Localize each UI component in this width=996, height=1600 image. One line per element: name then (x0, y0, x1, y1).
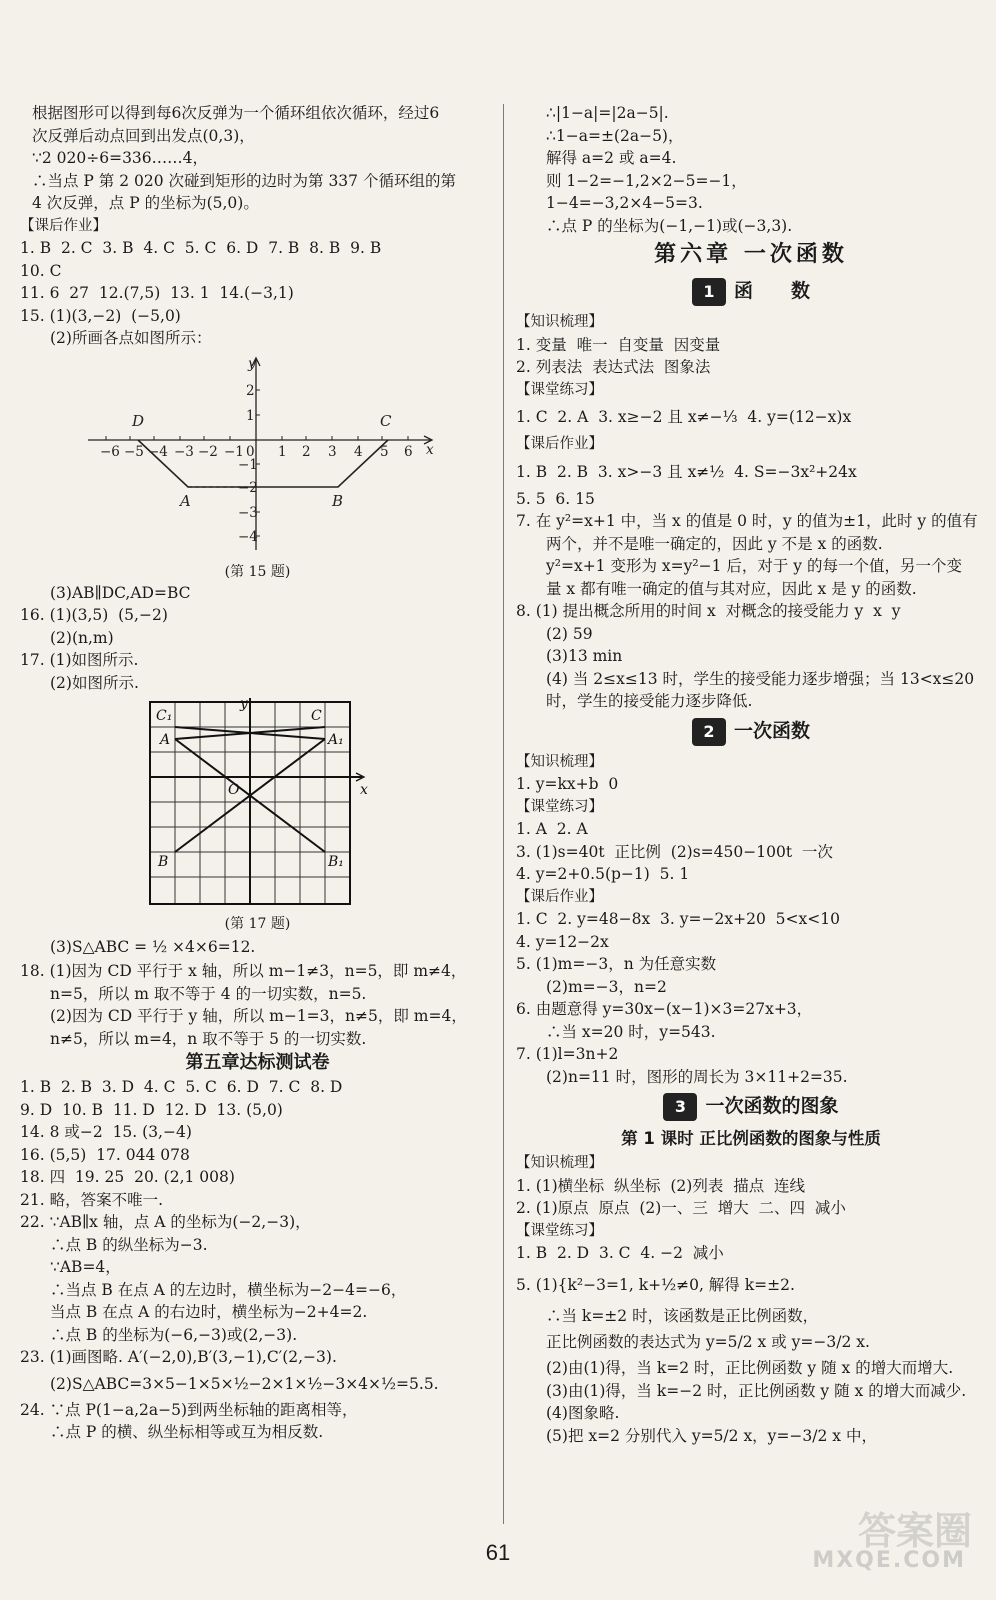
answer-line: (2)所画各点如图所示： (50, 329, 212, 347)
text-line: 4 次反弹，点 P 的坐标为(5,0)。 (32, 194, 259, 212)
answer-line: 1. B 2. C 3. B 4. C 5. C 6. D 7. B 8. B 9. B (20, 239, 382, 257)
answer-line: 7. (1)l=3n+2 (516, 1045, 619, 1063)
watermark-logo: 答案圈 (857, 1509, 972, 1553)
answer-line: 1. C 2. y=48−8x 3. y=−2x+20 5<x<10 (516, 910, 840, 928)
page-number: 61 (485, 1540, 511, 1565)
answer-line: 15. (1)(3,−2) (−5,0) (20, 306, 181, 325)
y-tick: −3 (238, 504, 258, 521)
right-column (516, 102, 986, 1447)
x-tick: −1 (224, 443, 244, 460)
answer-line: 3. (1)s=40t 正比例 (2)s=450−100t 一次 (516, 842, 833, 861)
answer-line: 8. (1) 提出概念所用的时间 x 对概念的接受能力 y x y (516, 602, 901, 620)
y-axis-label: y (248, 355, 256, 372)
answer-line: (3)13 min (546, 647, 623, 665)
text-line: 次反弹后动点回到出发点(0,3)， (32, 126, 255, 145)
answer-line: 4. y=2+0.5(p−1) 5. 1 (516, 865, 690, 883)
answer-line: 1. C 2. A 3. x≥−2 且 x≠−⅓ 4. y=(12−x)x (516, 408, 852, 426)
answer-line: 2. (1)原点 原点 (2)一、三 增大 二、四 减小 (516, 1199, 846, 1217)
x-tick: −5 (124, 443, 144, 460)
answer-line: (4)图象略. (546, 1404, 620, 1422)
x-tick: 3 (328, 443, 337, 460)
answer-line: 9. D 10. B 11. D 12. D 13. (5,0) (20, 1100, 283, 1119)
answer-line: ∴点 B 的纵坐标为−3. (50, 1235, 208, 1254)
y-tick: 2 (246, 382, 255, 399)
answer-line: 7. 在 y²=x+1 中，当 x 的值是 0 时，y 的值为±1，此时 y 的值有 (516, 512, 978, 530)
answer-line: 则 1−2=−1,2×2−5=−1， (546, 171, 747, 190)
answer-line: ∴当 x=20 时，y=543. (546, 1022, 716, 1041)
y-tick: 1 (246, 407, 255, 424)
answer-line: 18. (1)因为 CD 平行于 x 轴，所以 m−1≠3，n=5，即 m≠4， (20, 962, 467, 980)
point-label-c: C (311, 708, 322, 724)
answer-line: 14. 8 或−2 15. (3,−4) (20, 1123, 192, 1141)
x-tick: 2 (302, 443, 311, 460)
left-column (20, 102, 495, 1444)
answer-line: y²=x+1 变形为 x=y²−1 后，对于 y 的每一个值，另一个变 (546, 557, 962, 575)
answer-line: 17. (1)如图所示. (20, 651, 139, 669)
answer-line: (2)(n,m) (50, 628, 114, 647)
text-line: ∴当点 P 第 2 020 次碰到矩形的边时为第 337 个循环组的第 (32, 171, 456, 190)
x-tick: −3 (174, 443, 194, 460)
point-label-a: A (160, 732, 171, 748)
y-tick: −1 (238, 456, 258, 473)
point-label-b: B (158, 854, 169, 870)
answer-line: ∴点 B 的坐标为(−6,−3)或(2,−3). (50, 1325, 298, 1344)
answer-line: 24. ∵点 P(1−a,2a−5)到两坐标轴的距离相等， (20, 1400, 358, 1419)
answer-line: 解得 a=2 或 a=4. (546, 149, 677, 167)
section-title: 函 数 (733, 280, 810, 302)
answer-line: 1−4=−3,2×4−5=3. (546, 194, 703, 212)
section-number: 2 (692, 718, 726, 746)
section-heading-1 (516, 277, 986, 305)
figure-15-caption: (第 15 题) (224, 563, 291, 580)
figure-15-graph (20, 354, 480, 558)
answer-line: 量 x 都有唯一确定的值与其对应，因此 x 是 y 的函数. (546, 579, 917, 598)
point-label-b: B (332, 491, 344, 510)
point-label-c1: C₁ (156, 708, 173, 724)
section-tag: 【课堂练习】 (516, 381, 603, 398)
figure-17-grid (20, 698, 480, 910)
answer-line: (5)把 x=2 分别代入 y=5/2 x，y=−3/2 x 中， (546, 1426, 877, 1445)
answer-line: 当点 B 在点 A 的右边时，横坐标为−2+4=2. (50, 1303, 368, 1321)
answer-line: 1. y=kx+b 0 (516, 775, 619, 793)
answer-line: 5. (1){k²−3=1, k+½≠0, 解得 k=±2. (516, 1275, 795, 1294)
watermark-url: MXQE.COM (812, 1548, 966, 1573)
answer-line: 1. (1)横坐标 纵坐标 (2)列表 描点 连线 (516, 1176, 806, 1195)
y-axis-label: y (240, 698, 248, 712)
figure-15 (20, 354, 495, 558)
x-tick: 4 (354, 443, 363, 460)
answer-line: 18. 四 19. 25 20. (2,1 008) (20, 1168, 235, 1186)
section-tag: 【课堂练习】 (516, 798, 603, 815)
answer-line: 两个，并不是唯一确定的，因此 y 不是 x 的函数. (546, 534, 883, 553)
answer-line: n=5，所以 m 取不等于 4 的一切实数，n=5. (50, 984, 367, 1003)
answer-line: 5. 5 6. 15 (516, 489, 595, 508)
answer-line: 1. B 2. D 3. C 4. −2 减小 (516, 1244, 724, 1262)
origin-label: O (228, 782, 240, 798)
answer-line: 时，学生的接受能力逐步降低. (546, 692, 753, 710)
answer-line: 6. 由题意得 y=30x−(x−1)×3=27x+3， (516, 1000, 813, 1018)
x-axis-label: x (360, 782, 368, 798)
section-heading-2 (516, 717, 986, 745)
section-tag: 【知识梳理】 (516, 1155, 603, 1171)
answer-line: 16. (1)(3,5) (5,−2) (20, 606, 168, 624)
answer-line: 11. 6 27 12.(7,5) 13. 1 14.(−3,1) (20, 284, 294, 302)
y-tick: −2 (238, 479, 258, 496)
answer-line: (2)由(1)得，当 k=2 时，正比例函数 y 随 x 的增大而增大. (546, 1359, 954, 1377)
chapter-title: 第六章 一次函数 (654, 242, 848, 267)
text-line: 根据图形可以得到每6次反弹为一个循环组依次循环，经过6 (32, 104, 440, 122)
figure-17 (20, 698, 495, 910)
answer-line: 16. (5,5) 17. 044 078 (20, 1145, 190, 1164)
answer-line: (3)S△ABC = ½ ×4×6=12. (50, 938, 256, 956)
answer-line: ∴1−a=±(2a−5)， (546, 126, 684, 145)
section-tag: 【课后作业】 (516, 436, 603, 452)
section-tag: 【知识梳理】 (516, 314, 603, 330)
answer-line: (2)n=11 时，图形的周长为 3×11+2=35. (546, 1067, 848, 1086)
answer-line: 10. C (20, 261, 62, 280)
answer-line: 23. (1)画图略. A′(−2,0),B′(3,−1),C′(2,−3). (20, 1348, 337, 1366)
answer-line: 5. (1)m=−3，n 为任意实数 (516, 955, 717, 973)
answer-line: (2)因为 CD 平行于 y 轴，所以 m−1=3，n≠5，即 m=4， (50, 1007, 467, 1025)
y-tick: −4 (238, 528, 258, 545)
answer-line: 1. B 2. B 3. D 4. C 5. C 6. D 7. C 8. D (20, 1078, 343, 1096)
answer-line: (2)如图所示. (50, 673, 139, 692)
answer-line: (3)由(1)得，当 k=−2 时，正比例函数 y 随 x 的增大而减少. (546, 1381, 967, 1400)
section-heading-3 (516, 1092, 986, 1120)
answer-line: ∴当 k=±2 时，该函数是正比例函数， (546, 1306, 819, 1325)
x-tick: 0 (246, 443, 255, 460)
answer-line: 2. 列表法 表达式法 图象法 (516, 358, 711, 376)
answer-line: ∴|1−a|=|2a−5|. (546, 104, 669, 122)
answer-line: 4. y=12−2x (516, 932, 609, 951)
section-tag: 【课后作业】 (516, 888, 603, 905)
x-tick: −6 (100, 443, 120, 460)
answer-line: 1. 变量 唯一 自变量 因变量 (516, 335, 721, 354)
test-title: 第五章达标测试卷 (185, 1052, 330, 1073)
answer-line: ∴点 P 的坐标为(−1,−1)或(−3,3). (546, 216, 793, 235)
point-label-d: D (132, 411, 145, 430)
answer-line: ∵AB=4， (50, 1258, 121, 1276)
section-tag: 【课堂练习】 (516, 1222, 603, 1239)
point-label-b1: B₁ (328, 854, 344, 870)
figure-17-caption: (第 17 题) (224, 916, 291, 932)
section-number: 1 (692, 278, 726, 306)
answer-line: n≠5，所以 m=4，n 取不等于 5 的一切实数. (50, 1029, 367, 1048)
point-label-a: A (180, 491, 191, 510)
section-title: 一次函数 (733, 719, 810, 742)
lesson-title: 第 1 课时 正比例函数的图象与性质 (621, 1129, 881, 1148)
x-tick: 6 (404, 443, 413, 460)
x-tick: −2 (198, 443, 218, 460)
answer-line: (3)AB∥DC,AD=BC (50, 583, 191, 602)
x-tick: −4 (148, 443, 168, 460)
x-tick: 5 (380, 443, 389, 460)
answer-line: (2)m=−3，n=2 (546, 977, 667, 996)
answer-line: (4) 当 2≤x≤13 时，学生的接受能力逐步增强；当 13<x≤20 (546, 669, 975, 688)
text-line: ∵2 020÷6=336……4， (32, 149, 209, 167)
answer-line: 1. A 2. A (516, 820, 588, 838)
section-tag: 【知识梳理】 (516, 753, 603, 770)
answer-line: 21. 略，答案不唯一. (20, 1190, 164, 1209)
answer-line: ∴当点 B 在点 A 的左边时，横坐标为−2−4=−6， (50, 1280, 407, 1299)
x-axis-label: x (426, 441, 434, 458)
column-divider (503, 104, 504, 1524)
answer-line: 正比例函数的表达式为 y=5/2 x 或 y=−3/2 x. (546, 1333, 870, 1351)
section-tag: 【课后作业】 (20, 217, 107, 234)
answer-line: (2)S△ABC=3×5−1×5×½−2×1×½−3×4×½=5.5. (50, 1374, 439, 1393)
x-tick: 1 (278, 443, 287, 460)
point-label-a1: A₁ (328, 732, 344, 748)
point-label-c: C (380, 411, 392, 430)
answer-line: 1. B 2. B 3. x>−3 且 x≠½ 4. S=−3x²+24x (516, 462, 857, 481)
answer-line: 22. ∵AB∥x 轴，点 A 的坐标为(−2,−3)， (20, 1213, 311, 1231)
section-title: 一次函数的图象 (705, 1095, 839, 1117)
answer-line: ∴点 P 的横、纵坐标相等或互为相反数. (50, 1423, 324, 1441)
answer-line: (2) 59 (546, 624, 593, 643)
section-number: 3 (663, 1093, 697, 1121)
